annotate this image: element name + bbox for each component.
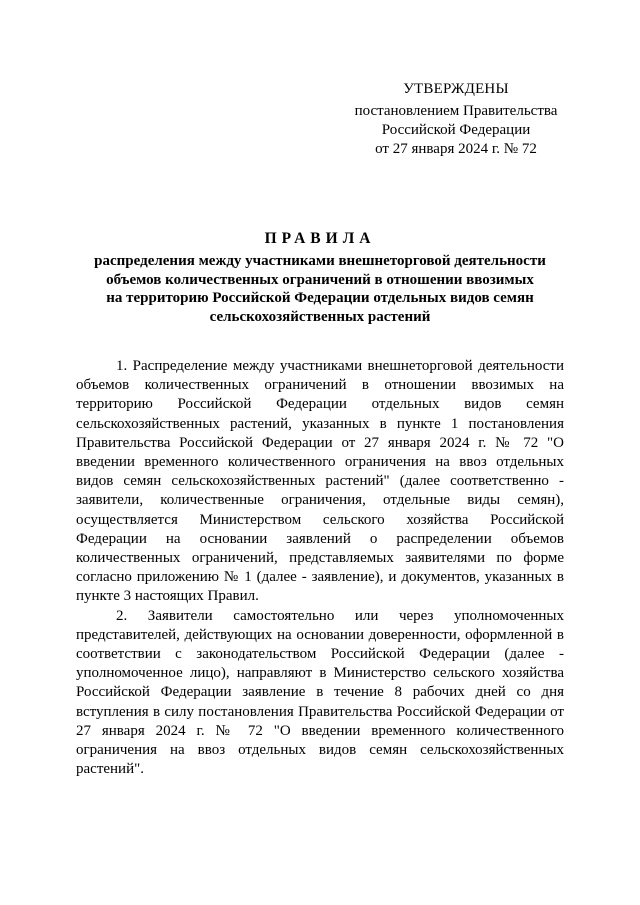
approval-stamp	[340, 80, 572, 159]
paragraph-2: 2. Заявители самостоятельно или через уполномоченных представителей, действующих на основании доверенности, оформленной в соответствии с законодательством Российской Федерации (далее - уполномоченное лицо), направляют в Министерство сельского хозяйства Российской Федерации заявление в течение 8 рабочих дней со дня вступления в силу постановления Правительства Российской Федерации от 27 января 2024 г. № 72 "О введении временного количественного ограничения на ввоз отдельных видов семян сельскохозяйственных растений".	[76, 607, 564, 778]
subtitle-line: распределения между участниками внешнеторговой деятельности	[94, 253, 546, 269]
subtitle-line: на территорию Российской Федерации отдельных видов семян	[106, 290, 534, 306]
approval-line: постановлением Правительства	[354, 103, 558, 119]
paragraph-1: 1. Распределение между участниками внешнеторговой деятельности объемов количественных ограничений в отношении ввозимых на территорию Российской Федерации отдельных видов семян сельскохозяйственных растений, указанных в пункте 1 постановления Правительства Российской Федерации от 27 января 2024 г. № 72 "О введении временного количественного ограничения на ввоз отдельных видов семян сельскохозяйственных растений" (далее соответственно - заявители, количественные ограничения, отдельные виды семян), осуществляется Министерством сельского хозяйства Российской Федерации на основании заявлений о распределении объемов количественных ограничений, представляемых заявителями по форме согласно приложению № 1 (далее - заявление), и документов, указанных в пункте 3 настоящих Правил.	[76, 358, 564, 605]
approval-line: от 27 января 2024 г. № 72	[375, 141, 537, 157]
subtitle-line: сельскохозяйственных растений	[209, 308, 431, 325]
approval-heading: УТВЕРЖДЕНЫ	[403, 81, 509, 97]
document-title: ПРАВИЛА	[264, 230, 376, 247]
approval-line: Российской Федерации	[381, 122, 531, 138]
document-subtitle	[70, 252, 570, 326]
subtitle-line: объемов количественных ограничений в отношении ввозимых	[106, 271, 534, 288]
document-body	[76, 357, 564, 779]
